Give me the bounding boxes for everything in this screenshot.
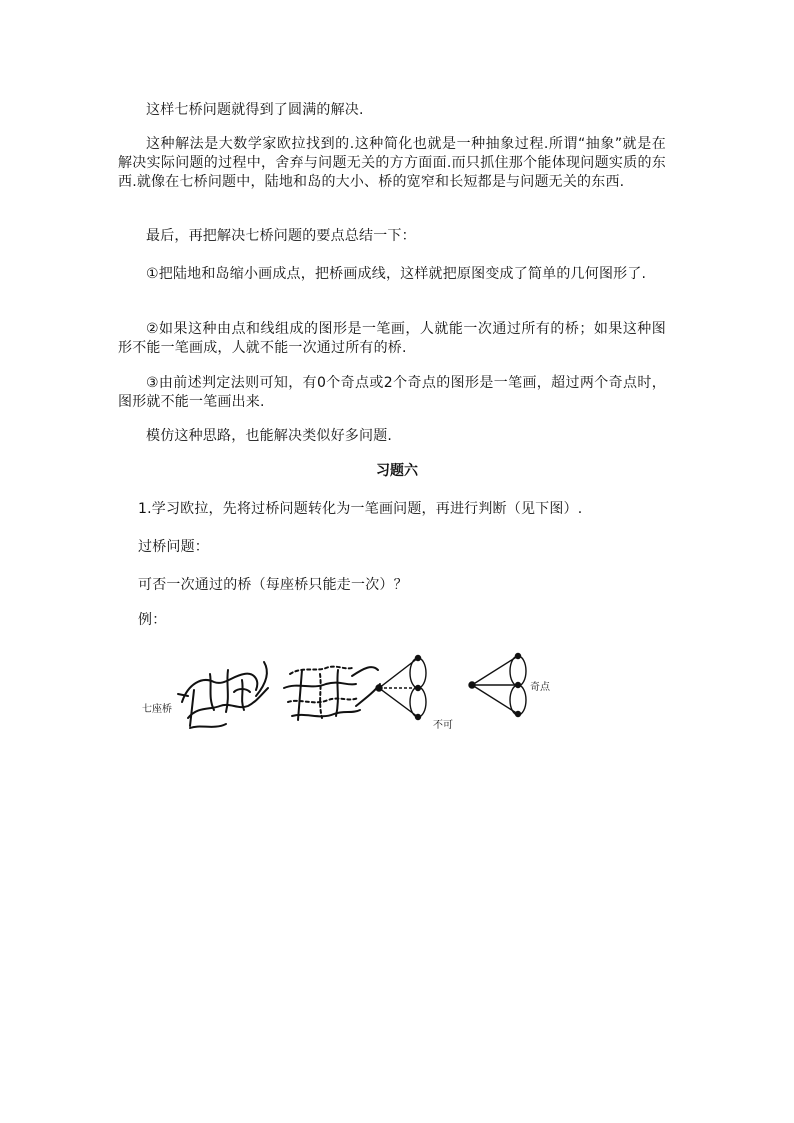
paragraph-summary-intro: 最后，再把解决七桥问题的要点总结一下： bbox=[146, 228, 416, 244]
paragraph-abstraction: 这种解法是大数学家欧拉找到的.这种简化也就是一种抽象过程.所谓“抽象”就是在解决实际问题的过程中，舍弃与问题无关的方方面面.而只抓住那个能体现问题实质的东西.就像在七桥问题中，陆地和岛的大小、桥的宽窄和长短都是与问题无关的东西. bbox=[118, 136, 666, 190]
exercise-heading: 习题六 bbox=[376, 463, 418, 479]
seven-bridges-label: 七座桥 bbox=[142, 704, 172, 715]
exercise-item-1: 1.学习欧拉，先将过桥问题转化为一笔画问题，再进行判断（见下图）. bbox=[138, 501, 583, 517]
bridge-figure-svg bbox=[130, 640, 570, 740]
paragraph-point-1: ①把陆地和岛缩小画成点，把桥画成线，这样就把原图变成了简单的几何图形了. bbox=[146, 266, 647, 282]
exercise-bridge-problem: 过桥问题： bbox=[138, 539, 209, 555]
dotted-map-sketch bbox=[284, 667, 380, 720]
cannot-label: 不可 bbox=[433, 720, 453, 731]
exercise-question: 可否一次通过的桥（每座桥只能走一次）？ bbox=[138, 577, 408, 593]
paragraph-imitate: 模仿这种思路，也能解决类似好多问题. bbox=[146, 428, 393, 444]
exercise-example-label: 例： bbox=[138, 612, 167, 628]
paragraph-conclusion: 这样七桥问题就得到了圆满的解决. bbox=[146, 102, 364, 118]
paragraph-point-2: ②如果这种由点和线组成的图形是一笔画，人就能一次通过所有的桥；如果这种图形不能一笔画成，人就不能一次通过所有的桥. bbox=[118, 321, 666, 356]
paragraph-point-3: ③由前述判定法则可知，有0个奇点或2个奇点的图形是一笔画，超过两个奇点时，图形就不能一笔画出来. bbox=[118, 375, 666, 410]
graph-cannot-sketch bbox=[376, 656, 426, 720]
bridge-figure bbox=[130, 640, 570, 740]
graph-odd-point-sketch bbox=[469, 654, 526, 717]
seven-bridges-sketch bbox=[178, 662, 268, 728]
odd-point-label: 奇点 bbox=[530, 682, 550, 693]
